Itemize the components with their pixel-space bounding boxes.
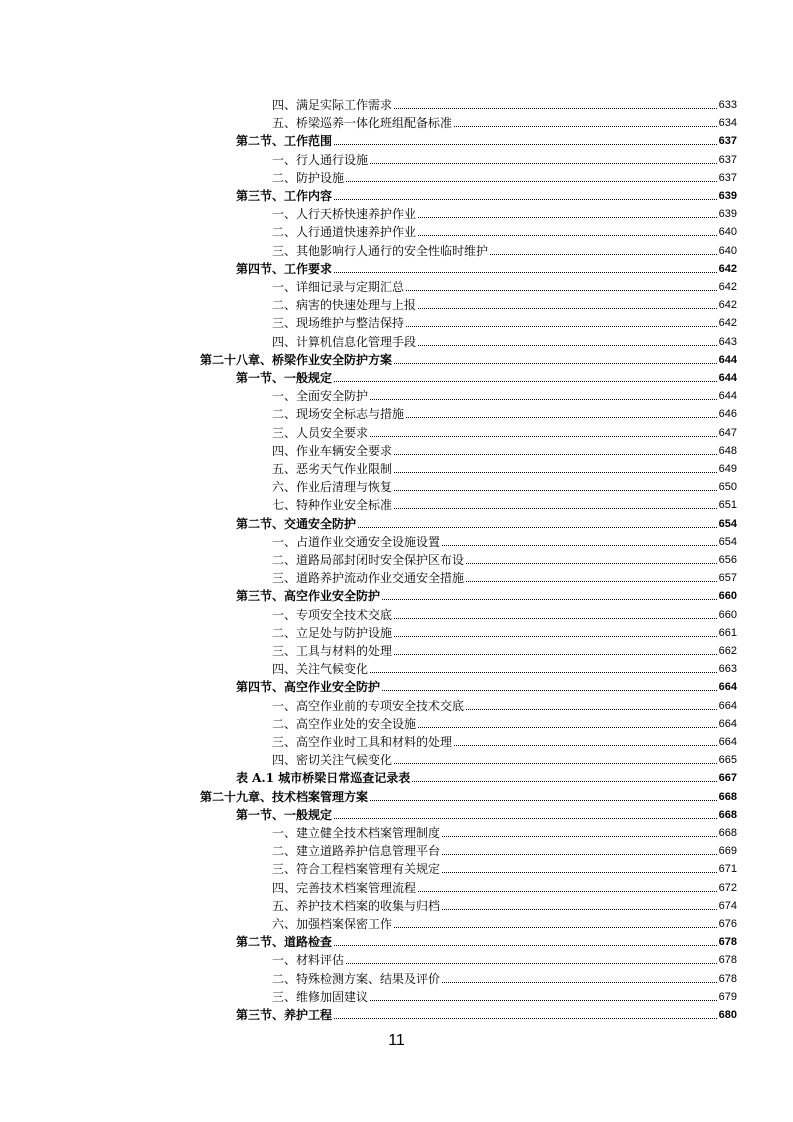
toc-entry-page: 633: [718, 99, 737, 111]
toc-entry-title: 三、道路养护流动作业交通安全措施: [272, 571, 465, 586]
toc-entry-page: 646: [718, 408, 737, 421]
toc-entry[interactable]: [272, 494, 737, 512]
toc-entry-page: 644: [718, 372, 737, 384]
dot-leader: [418, 727, 717, 728]
toc-entry[interactable]: [272, 476, 737, 494]
toc-entry-page: 642: [718, 317, 737, 330]
dot-leader: [418, 235, 717, 236]
toc-entry-page: 668: [718, 808, 737, 821]
dot-leader: [442, 982, 717, 983]
toc-entry-title: 第二节、工作范围: [236, 134, 333, 149]
dot-leader: [334, 945, 717, 946]
toc-entry-title: 一、建立健全技术档案管理制度: [272, 826, 441, 840]
dot-leader: [394, 654, 717, 655]
dot-leader: [334, 199, 717, 200]
toc-entry[interactable]: [236, 804, 737, 822]
toc-entry[interactable]: [272, 840, 737, 858]
dot-leader: [346, 181, 717, 182]
toc-entry-title: 二、建立道路养护信息管理平台: [272, 844, 441, 859]
dot-leader: [394, 618, 717, 619]
toc-entry-page: 679: [718, 990, 737, 1003]
toc-entry[interactable]: [272, 331, 737, 349]
toc-entry-page: 663: [718, 663, 737, 676]
dot-leader: [454, 126, 717, 127]
toc-entry[interactable]: [272, 294, 737, 312]
toc-entry-title: 一、详细记录与定期汇总: [272, 280, 405, 294]
toc-entry-title: 第三节、养护工程: [236, 1008, 333, 1022]
toc-entry[interactable]: [272, 167, 737, 185]
dot-leader: [412, 781, 716, 782]
toc-entry-title: 一、人行天桥快速养护作业: [272, 207, 417, 222]
dot-leader: [418, 891, 717, 892]
toc-entry[interactable]: [272, 695, 737, 713]
toc-entry[interactable]: [272, 622, 737, 640]
toc-entry[interactable]: [272, 877, 737, 895]
toc-entry-page: 634: [718, 117, 737, 130]
toc-entry[interactable]: [272, 549, 737, 567]
toc-entry[interactable]: [272, 531, 737, 549]
toc-entry[interactable]: [272, 749, 737, 767]
dot-leader: [454, 745, 717, 746]
toc-entry-page: 642: [718, 281, 737, 293]
toc-entry-page: 640: [718, 226, 737, 239]
toc-entry-page: 664: [718, 736, 737, 748]
toc-entry-title: 三、人员安全要求: [272, 425, 369, 440]
toc-entry[interactable]: [272, 149, 737, 167]
toc-entry-page: 661: [718, 626, 737, 639]
toc-entry-title: 第一节、一般规定: [236, 371, 333, 385]
dot-leader: [334, 818, 717, 819]
toc-entry[interactable]: [236, 258, 737, 276]
toc-entry[interactable]: [272, 913, 737, 931]
toc-entry-title: 六、作业后清理与恢复: [272, 480, 393, 495]
toc-entry[interactable]: [272, 240, 737, 258]
toc-entry-title: 二、高空作业处的安全设施: [272, 716, 417, 731]
toc-entry-title: 三、维修加固建议: [272, 989, 369, 1004]
dot-leader: [334, 144, 717, 145]
toc-entry-title: 二、现场安全标志与措施: [272, 407, 405, 422]
toc-entry-page: 650: [718, 481, 737, 494]
dot-leader: [442, 545, 717, 546]
toc-entry-page: 640: [718, 244, 737, 257]
toc-entry-page: 676: [718, 918, 737, 930]
toc-entry-title: 二、病害的快速处理与上报: [272, 298, 417, 313]
toc-entry-page: 672: [718, 881, 737, 894]
toc-entry-page: 637: [718, 135, 737, 148]
page-number: 11: [388, 1032, 405, 1049]
toc-entry[interactable]: [272, 895, 737, 913]
toc-entry[interactable]: [272, 858, 737, 876]
dot-leader: [382, 690, 717, 691]
toc-entry[interactable]: [272, 94, 737, 112]
toc-entry-title: 四、作业车辆安全要求: [272, 443, 393, 458]
toc-entry-page: 671: [718, 863, 737, 876]
toc-entry-title: 第二十九章、技术档案管理方案: [200, 789, 369, 804]
toc-entry-page: 656: [718, 554, 737, 566]
toc-entry[interactable]: [236, 185, 737, 203]
dot-leader: [394, 763, 717, 764]
toc-entry-title: 二、道路局部封闭时安全保护区布设: [272, 553, 465, 567]
toc-entry-page: 668: [718, 827, 737, 839]
toc-entry-title: 一、专项安全技术交底: [272, 607, 393, 622]
toc-entry-title: 五、桥梁巡养一体化班组配备标准: [272, 116, 453, 131]
toc-entry[interactable]: [272, 221, 737, 239]
dot-leader: [370, 436, 717, 437]
toc-entry[interactable]: [272, 203, 737, 221]
dot-leader: [358, 527, 717, 528]
toc-entry[interactable]: [272, 276, 737, 294]
dot-leader: [370, 800, 717, 801]
dot-leader: [334, 1018, 717, 1019]
dot-leader: [382, 599, 717, 600]
dot-leader: [442, 909, 717, 910]
toc-entry-title: 一、材料评估: [272, 953, 345, 968]
toc-entry-page: 639: [718, 208, 737, 221]
dot-leader: [406, 326, 717, 327]
toc-entry[interactable]: [272, 422, 737, 440]
toc-entry[interactable]: [272, 658, 737, 676]
dot-leader: [370, 1000, 717, 1001]
toc-entry[interactable]: [272, 713, 737, 731]
toc-entry[interactable]: [200, 786, 737, 804]
toc-entry-page: 642: [718, 299, 737, 312]
toc-entry-title: 第二十八章、桥梁作业安全防护方案: [200, 352, 393, 367]
toc-entry-page: 669: [718, 845, 737, 858]
toc-entry[interactable]: [236, 676, 737, 694]
toc-entry-page: 654: [718, 535, 737, 548]
toc-entry-title: 第四节、高空作业安全防护: [236, 680, 381, 695]
toc-entry-page: 649: [718, 463, 737, 475]
toc-entry-title: 表 A.1 城市桥梁日常巡查记录表: [236, 771, 411, 786]
toc-entry-page: 680: [718, 1009, 737, 1021]
toc-entry-page: 664: [718, 699, 737, 712]
toc-entry-page: 660: [718, 608, 737, 621]
toc-entry-title: 三、高空作业时工具和材料的处理: [272, 735, 453, 749]
toc-entry-page: 637: [718, 153, 737, 166]
toc-entry-page: 644: [718, 353, 737, 366]
toc-entry[interactable]: [272, 312, 737, 330]
toc-entry-title: 二、特殊检测方案、结果及评价: [272, 971, 441, 986]
toc-entry-title: 一、高空作业前的专项安全技术交底: [272, 698, 465, 713]
dot-leader: [418, 217, 717, 218]
toc-entry-page: 647: [718, 426, 737, 439]
toc-entry[interactable]: [272, 403, 737, 421]
toc-entry-title: 第三节、工作内容: [236, 189, 333, 203]
dot-leader: [394, 363, 717, 364]
toc-entry[interactable]: [272, 822, 737, 840]
dot-leader: [334, 272, 717, 273]
dot-leader: [370, 672, 717, 673]
toc-entry-title: 四、满足实际工作需求: [272, 98, 393, 112]
toc-entry-title: 三、符合工程档案管理有关规定: [272, 862, 441, 877]
toc-entry-title: 二、人行通道快速养护作业: [272, 225, 417, 240]
toc-entry-title: 第四节、工作要求: [236, 261, 333, 276]
toc-entry-page: 678: [718, 954, 737, 967]
toc-entry[interactable]: [236, 931, 737, 949]
dot-leader: [442, 836, 717, 837]
toc-entry-page: 654: [718, 517, 737, 530]
toc-entry[interactable]: [272, 949, 737, 967]
dot-leader: [466, 581, 717, 582]
dot-leader: [406, 417, 717, 418]
toc-entry-title: 五、恶劣天气作业限制: [272, 462, 393, 476]
dot-leader: [394, 927, 717, 928]
dot-leader: [466, 563, 717, 564]
toc-entry[interactable]: [272, 458, 737, 476]
dot-leader: [394, 472, 717, 473]
toc-entry[interactable]: [272, 385, 737, 403]
toc-entry[interactable]: [236, 585, 737, 603]
dot-leader: [490, 254, 717, 255]
toc-entry[interactable]: [200, 349, 737, 367]
toc-entry-page: 664: [718, 717, 737, 730]
toc-entry-page: 667: [718, 772, 737, 785]
toc-entry[interactable]: [272, 604, 737, 622]
dot-leader: [442, 872, 717, 873]
toc-entry-title: 二、立足处与防护设施: [272, 625, 393, 640]
toc-entry-title: 六、加强档案保密工作: [272, 917, 393, 931]
toc-entry[interactable]: [272, 567, 737, 585]
toc-entry-title: 二、防护设施: [272, 170, 345, 185]
dot-leader: [466, 709, 717, 710]
dot-leader: [370, 163, 717, 164]
toc-entry[interactable]: [236, 767, 737, 785]
toc-entry[interactable]: [272, 731, 737, 749]
toc-entry-title: 四、密切关注气候变化: [272, 753, 393, 768]
toc-entry-page: 665: [718, 754, 737, 767]
dot-leader: [394, 454, 717, 455]
toc-entry-title: 第二节、交通安全防护: [236, 516, 357, 531]
toc-entry-title: 第二节、道路检查: [236, 935, 333, 950]
dot-leader: [370, 399, 717, 400]
toc-entry-title: 第一节、一般规定: [236, 807, 333, 822]
toc-entry[interactable]: [236, 367, 737, 385]
toc-entry[interactable]: [236, 513, 737, 531]
toc-entry-page: 678: [718, 972, 737, 985]
toc-entry-page: 662: [718, 645, 737, 657]
dot-leader: [334, 381, 717, 382]
toc-entry-page: 651: [718, 499, 737, 512]
toc-entry-title: 五、养护技术档案的收集与归档: [272, 898, 441, 913]
dot-leader: [394, 490, 717, 491]
toc-entry-page: 668: [718, 790, 737, 803]
dot-leader: [394, 508, 717, 509]
toc-entry-page: 648: [718, 444, 737, 457]
toc-entry-page: 639: [718, 190, 737, 202]
toc-entry-page: 642: [718, 262, 737, 275]
toc-entry[interactable]: [272, 112, 737, 130]
dot-leader: [394, 636, 717, 637]
dot-leader: [442, 854, 717, 855]
toc-entry-page: 664: [718, 681, 737, 694]
toc-entry[interactable]: [272, 968, 737, 986]
toc-entry[interactable]: [272, 640, 737, 658]
toc-entry-title: 一、行人通行设施: [272, 152, 369, 167]
toc-entry-title: 一、占道作业交通安全设施设置: [272, 534, 441, 549]
toc-entry[interactable]: [272, 440, 737, 458]
toc-entry-page: 678: [718, 936, 737, 949]
toc-entry-title: 三、工具与材料的处理: [272, 644, 393, 658]
toc-entry-page: 674: [718, 899, 737, 912]
toc-entry-page: 660: [718, 590, 737, 603]
toc-entry-title: 第三节、高空作业安全防护: [236, 589, 381, 604]
toc-entry-page: 637: [718, 171, 737, 184]
dot-leader: [406, 290, 717, 291]
dot-leader: [418, 345, 717, 346]
toc-entry-title: 三、其他影响行人通行的安全性临时维护: [272, 243, 489, 258]
dot-leader: [346, 963, 717, 964]
toc-entry[interactable]: [272, 986, 737, 1004]
toc-entry[interactable]: [236, 1004, 737, 1022]
toc-entry-page: 643: [718, 335, 737, 348]
toc-entry-title: 四、关注气候变化: [272, 662, 369, 677]
toc-entry[interactable]: [236, 130, 737, 148]
toc-entry-title: 七、特种作业安全标准: [272, 498, 393, 513]
dot-leader: [394, 108, 717, 109]
toc-entry-title: 一、全面安全防护: [272, 389, 369, 404]
toc-entry-title: 三、现场维护与整洁保持: [272, 316, 405, 331]
toc-entry-title: 四、计算机信息化管理手段: [272, 334, 417, 349]
toc-entry-title: 四、完善技术档案管理流程: [272, 880, 417, 895]
toc-entry-page: 657: [718, 572, 737, 585]
dot-leader: [418, 308, 717, 309]
toc-entry-page: 644: [718, 390, 737, 403]
